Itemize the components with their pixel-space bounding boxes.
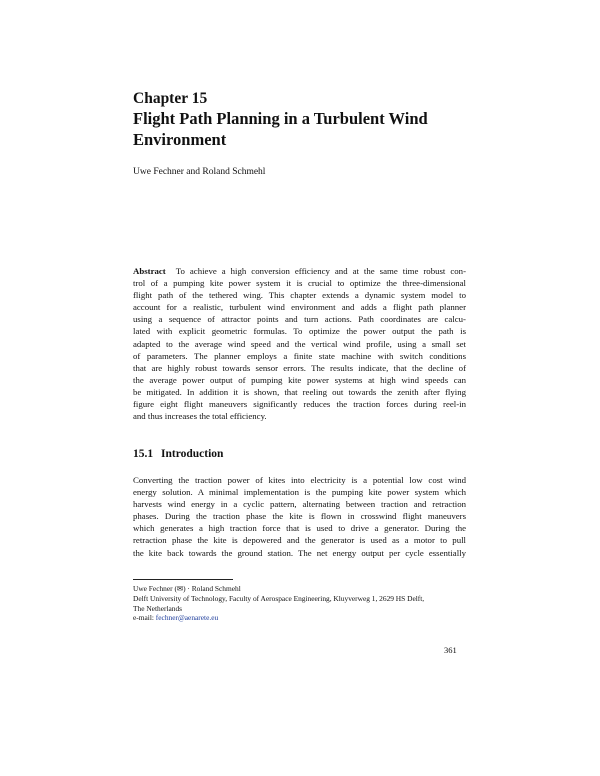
abstract-label: Abstract — [133, 266, 166, 276]
intro-line: which generates a high traction force that is used to drive a generator. During the — [133, 523, 466, 534]
abstract-line: adapted to the average wind speed and the vertical wind profile, using a small set — [133, 338, 466, 349]
abstract-line: lated with explicit geometric formulas. To optimize the power output the path is — [133, 326, 466, 337]
abstract-line: of parameters. The planner employs a finite state machine with switch conditions — [133, 350, 466, 361]
chapter-title-line: Environment — [133, 130, 227, 149]
abstract-line: that are highly robust towards sensor errors. The results indicate, that the decline of — [133, 362, 466, 373]
intro-line: phases. During the traction phase the kite is flown in crosswind flight maneuvers — [133, 511, 466, 522]
chapter-title — [133, 108, 493, 150]
section-title: Introduction — [161, 448, 224, 460]
abstract-line — [133, 265, 466, 277]
abstract-first-line: To achieve a high conversion efficiency and at the same time robust con- — [175, 266, 466, 276]
abstract — [133, 265, 466, 422]
abstract-line: the average power output of pumping kite power systems at high wind speeds can — [133, 374, 466, 385]
abstract-line: using a sequence of attractor points and turn actions. Path coordinates are calcu- — [133, 314, 466, 325]
section-heading — [133, 447, 223, 461]
intro-line: retraction phase the kite is depowered and the generator is used as a motor to pull — [133, 535, 466, 546]
intro-line: the kite back towards the ground station. The net energy output per cycle essentially — [133, 547, 466, 558]
intro-line: Converting the traction power of kites into electricity is a potential low cost wind — [133, 475, 466, 485]
footnote-authors: Uwe Fechner (✉) · Roland Schmehl — [133, 584, 241, 593]
footnote-affiliation: The Netherlands — [133, 603, 183, 613]
abstract-line: trol of a pumping kite power system it is crucial to optimize the three-dimensional — [133, 278, 466, 289]
chapter-label: Chapter 15 — [133, 90, 208, 107]
author-footnote — [133, 584, 473, 623]
email-link[interactable]: fechner@aenarete.eu — [155, 613, 219, 623]
introduction-paragraph — [133, 474, 466, 559]
footnote-divider — [133, 579, 233, 580]
abstract-line: figure eight flight maneuvers significantly reduces the traction forces during reel-in — [133, 399, 466, 410]
page-number: 361 — [444, 645, 457, 655]
footnote-email-line — [133, 613, 473, 623]
intro-line: energy solution. A minimal implementation is the pumping kite power system which — [133, 487, 466, 498]
section-number: 15.1 — [133, 448, 154, 460]
chapter-authors: Uwe Fechner and Roland Schmehl — [133, 167, 266, 177]
email-label: e-mail: — [133, 613, 154, 623]
chapter-title-line: Flight Path Planning in a Turbulent Wind — [133, 109, 428, 128]
abstract-line: be mitigated. In addition it is shown, that reeling out towards the zenith after flying — [133, 386, 466, 397]
intro-line: harvests wind energy in a cyclic pattern, alternating between traction and retraction — [133, 499, 466, 510]
abstract-line: and thus increases the total efficiency. — [133, 411, 267, 422]
abstract-line: account for a realistic, turbulent wind environment and adds a flight path planner — [133, 302, 466, 313]
abstract-line: flight path of the tethered wing. This chapter extends a dynamic system model to — [133, 290, 466, 301]
footnote-affiliation: Delft University of Technology, Faculty of Aerospace Engineering, Kluyverweg 1, 2629 HS Delft, — [133, 593, 425, 603]
